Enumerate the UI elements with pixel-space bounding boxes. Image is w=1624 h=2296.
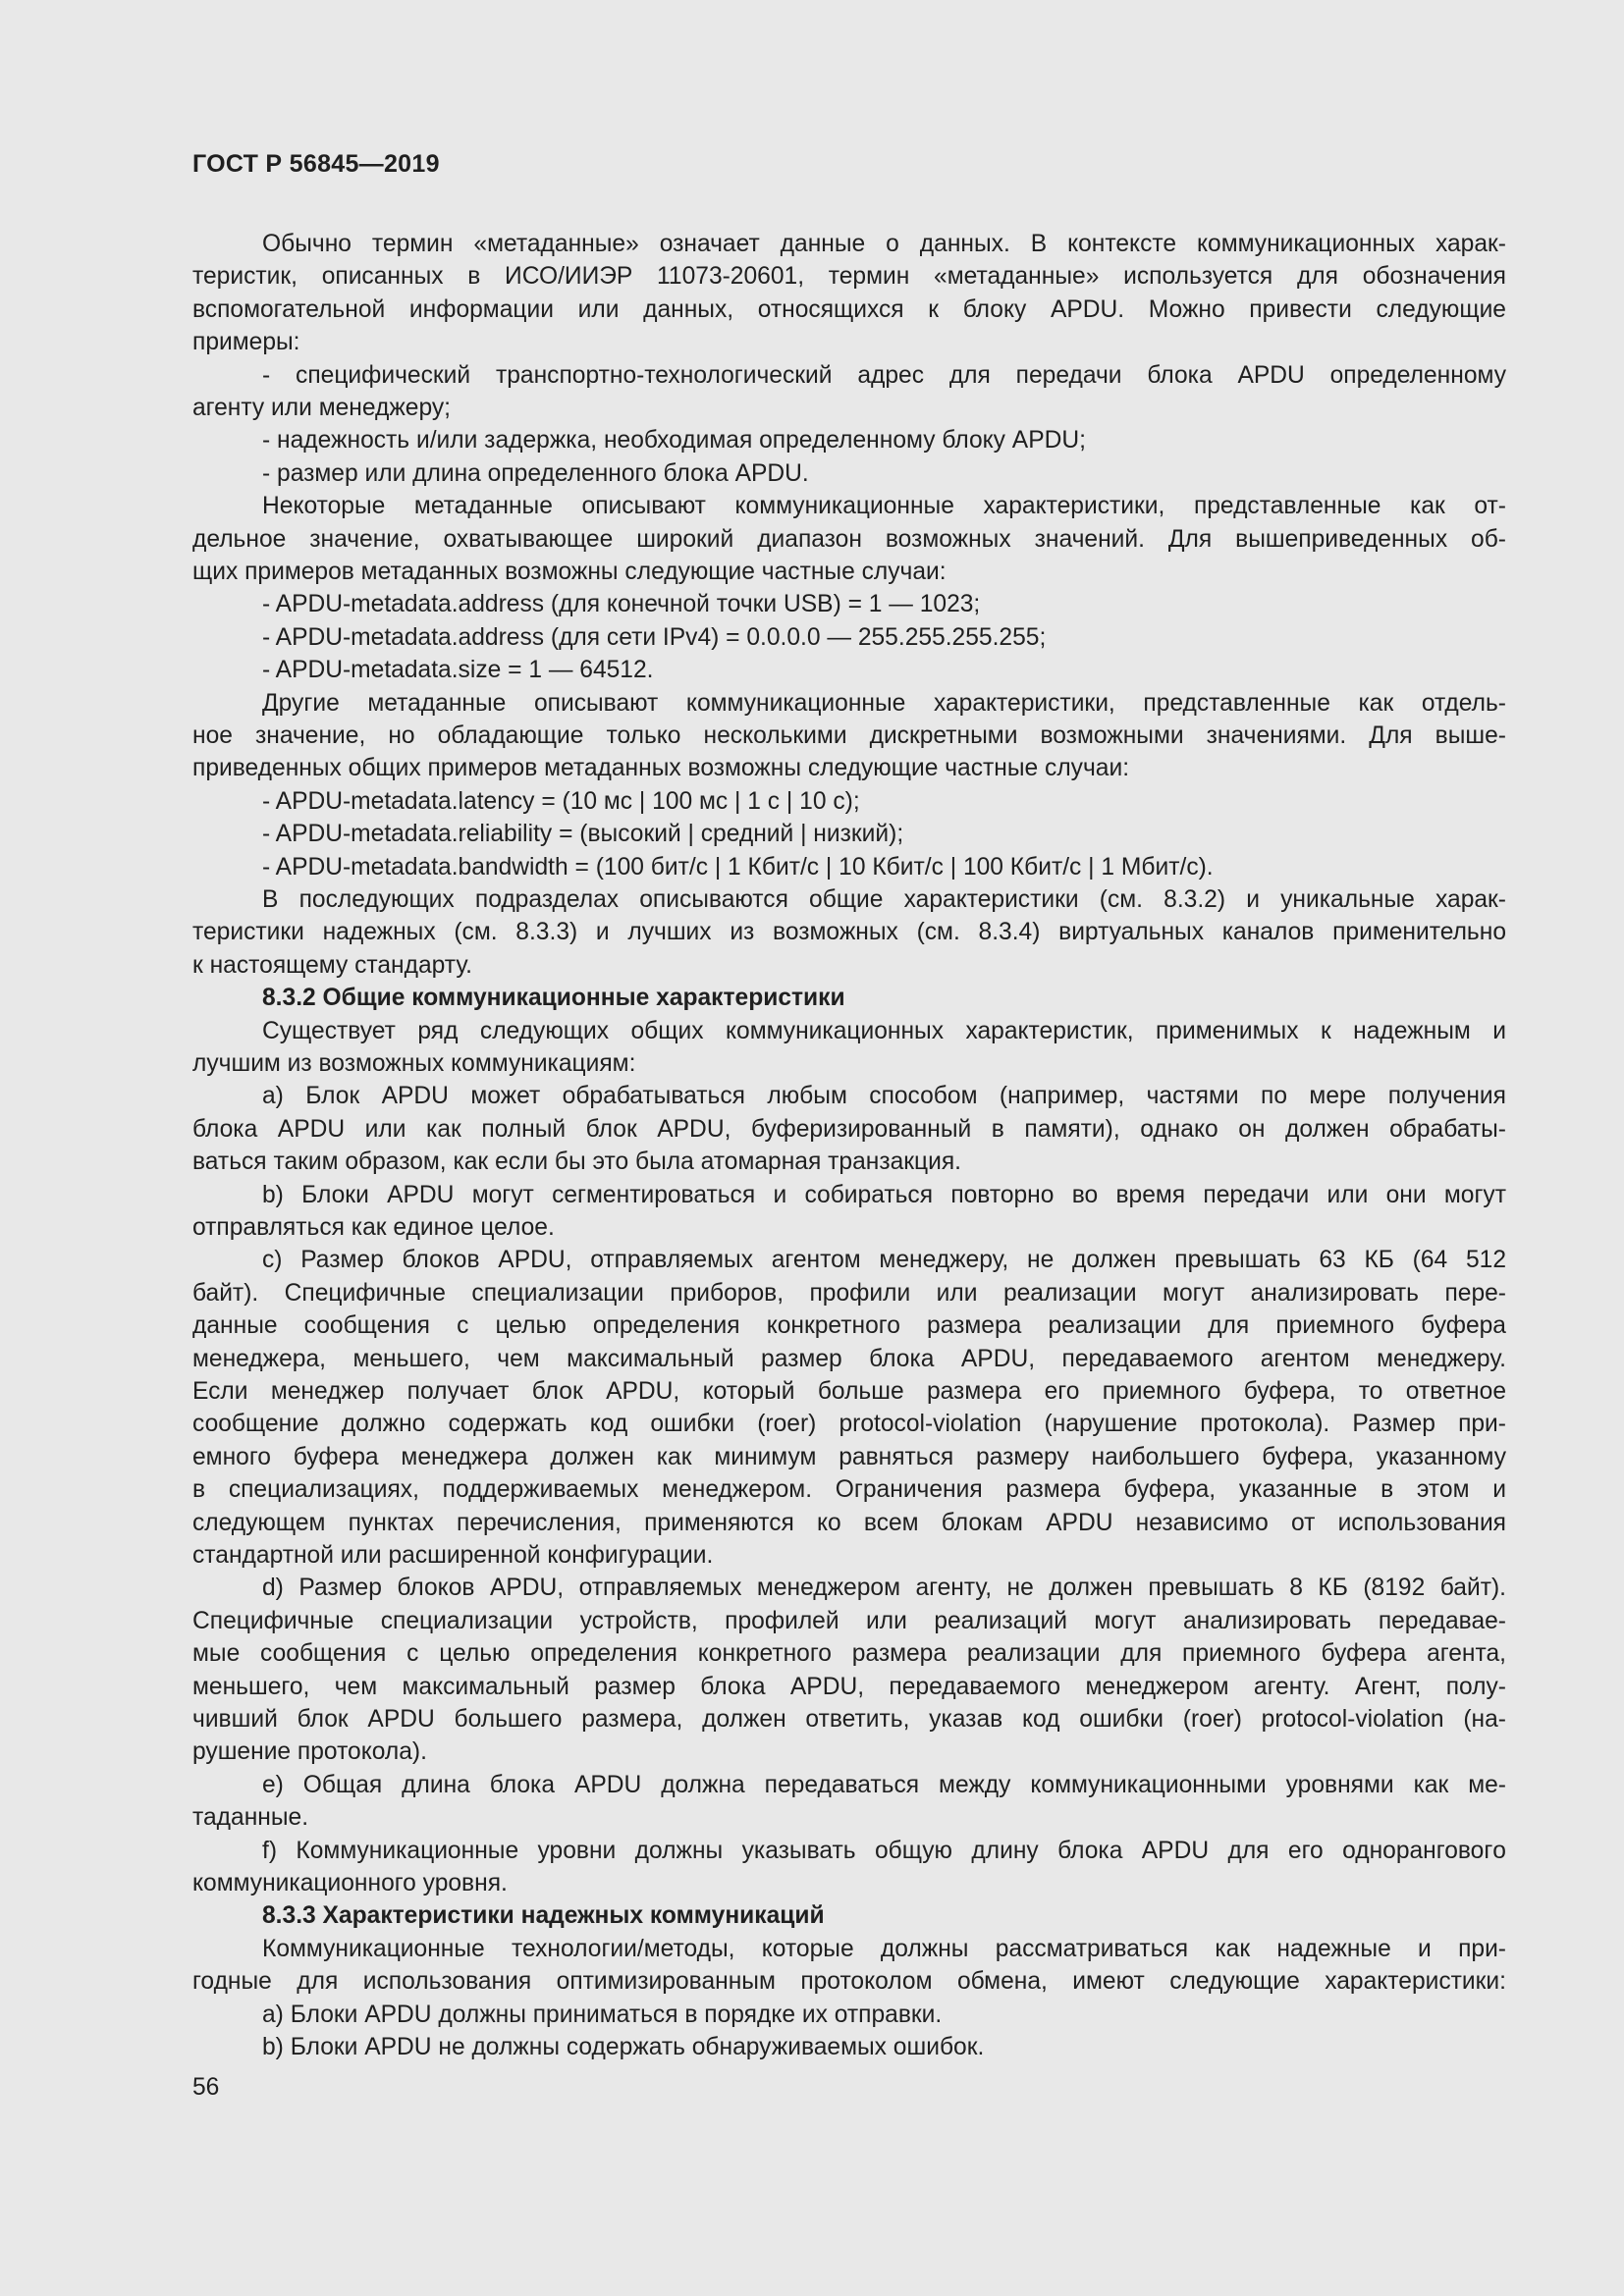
text-line: ное значение, но обладающие только несколькими дискретными возможными значениями. Для выше- — [192, 722, 1506, 749]
text-line: теристики надежных (см. 8.3.3) и лучших из возможных (см. 8.3.4) виртуальных каналов применительно — [192, 919, 1506, 946]
text-line: - APDU-metadata.latency = (10 мс | 100 мс | 1 с | 10 с); — [262, 787, 860, 815]
text-line: вспомогательной информации или данных, относящихся к блоку APDU. Можно привести следующие — [192, 295, 1506, 323]
text-line: данные сообщения с целью определения конкретного размера реализации для приемного буфера — [192, 1312, 1506, 1340]
text-line: таданные. — [192, 1804, 309, 1832]
text-line: примеры: — [192, 329, 300, 356]
text-line: коммуникационного уровня. — [192, 1870, 508, 1896]
text-line: b) Блоки APDU могут сегментироваться и собираться повторно во время передачи или они могут — [262, 1181, 1506, 1208]
text-line: - APDU-metadata.reliability = (высокий | средний | низкий); — [262, 821, 904, 848]
text-line: теристик, описанных в ИСО/ИИЭР 11073-20601, термин «метаданные» используется для обозначения — [192, 263, 1506, 291]
text-line: к настоящему стандарту. — [192, 951, 473, 979]
text-line: c) Размер блоков APDU, отправляемых агентом менеджеру, не должен превышать 63 КБ (64 512 — [262, 1247, 1506, 1274]
text-line: - APDU-metadata.size = 1 — 64512. — [262, 657, 654, 684]
section-heading-line: 8.3.2 Общие коммуникационные характеристики — [262, 985, 845, 1012]
text-line: - APDU-metadata.address (для конечной точки USB) = 1 — 1023; — [262, 591, 981, 618]
text-line: агенту или менеджеру; — [192, 395, 452, 421]
text-line: емного буфера менеджера должен как минимум равняться размеру наибольшего буфера, указанному — [192, 1443, 1506, 1470]
standard-code-header: ГОСТ Р 56845—2019 — [192, 150, 440, 178]
page-number: 56 — [192, 2074, 220, 2101]
text-line: Существует ряд следующих общих коммуникационных характеристик, применимых к надежным и — [262, 1017, 1506, 1044]
text-line: f) Коммуникационные уровни должны указывать общую длину блока APDU для его одноранговогo — [262, 1837, 1506, 1864]
text-line: Некоторые метаданные описывают коммуникационные характеристики, представленные как от- — [262, 493, 1506, 520]
text-line: следующем пунктах перечисления, применяются ко всем блокам APDU независимо от использования — [192, 1509, 1506, 1536]
text-line: - APDU-metadata.bandwidth = (100 бит/с | 1 Кбит/с | 10 Кбит/с | 100 Кбит/с | 1 Мбит/с). — [262, 853, 1214, 881]
text-line: лучшим из возможных коммуникациям: — [192, 1050, 636, 1077]
text-line: Обычно термин «метаданные» означает данные о данных. В контексте коммуникационных харак- — [262, 231, 1506, 257]
text-line: a) Блоки APDU должны приниматься в порядке их отправки. — [262, 2001, 943, 2028]
text-line: щих примеров метаданных возможны следующие частные случаи: — [192, 559, 947, 585]
text-line: стандартной или расширенной конфигурации. — [192, 1542, 714, 1569]
text-line: Если менеджер получает блок APDU, который больше размера его приемного буфера, то ответное — [192, 1378, 1506, 1405]
text-line: d) Размер блоков APDU, отправляемых менеджером агенту, не должен превышать 8 КБ (8192 байт). — [262, 1575, 1506, 1602]
text-line: - специфический транспортно-технологический адрес для передачи блока APDU определенному — [262, 361, 1506, 389]
text-line: годные для использования оптимизированным протоколом обмена, имеют следующие характеристики: — [192, 1968, 1506, 1996]
text-line: - размер или длина определенного блока APDU. — [262, 459, 809, 487]
text-line: байт). Специфичные специализации приборов, профили или реализации могут анализировать пере- — [192, 1279, 1506, 1307]
text-line: b) Блоки APDU не должны содержать обнаруживаемых ошибок. — [262, 2034, 985, 2060]
text-line: приведенных общих примеров метаданных возможны следующие частные случаи: — [192, 755, 1130, 782]
text-line: дельное значение, охватывающее широкий диапазон возможных значений. Для вышеприведенных об- — [192, 525, 1506, 553]
text-line: блока APDU или как полный блок APDU, буферизированный в памяти), однако он должен обрабаты- — [192, 1115, 1506, 1143]
text-line: - надежность и/или задержка, необходимая определенному блоку APDU; — [262, 427, 1086, 454]
text-line: В последующих подразделах описываются общие характеристики (см. 8.3.2) и уникальные харак- — [262, 886, 1506, 913]
text-line: сообщение должно содержать код ошибки (roer) protocol-violation (нарушение протокола). Размер при- — [192, 1411, 1506, 1438]
text-line: в специализациях, поддерживаемых менеджером. Ограничения размера буфера, указанные в этом и — [192, 1476, 1506, 1504]
text-line: Специфичные специализации устройств, профилей или реализаций могут анализировать передавае- — [192, 1607, 1506, 1634]
text-line: - APDU-metadata.address (для сети IPv4) = 0.0.0.0 — 255.255.255.255; — [262, 623, 1047, 651]
text-line: Другие метаданные описывают коммуникационные характеристики, представленные как отдель- — [262, 689, 1506, 717]
text-line: e) Общая длина блока APDU должна передаваться между коммуникационными уровнями как ме- — [262, 1771, 1506, 1798]
text-line: меньшего, чем максимальный размер блока APDU, передаваемого менеджером агенту. Агент, полу- — [192, 1673, 1506, 1700]
text-line: отправляться как единое целое. — [192, 1214, 555, 1241]
text-line: менеджера, меньшего, чем максимальный размер блока APDU, передаваемого агентом менеджеру. — [192, 1345, 1506, 1372]
text-line: ваться таким образом, как если бы это была атомарная транзакция. — [192, 1148, 962, 1176]
text-line: a) Блок APDU может обрабатываться любым способом (например, частями по мере получения — [262, 1083, 1506, 1110]
text-line: чивший блок APDU большего размера, должен ответить, указав код ошибки (roer) protocol-violation (на- — [192, 1706, 1506, 1733]
section-heading-line: 8.3.3 Характеристики надежных коммуникаций — [262, 1902, 825, 1930]
text-line: мые сообщения с целью определения конкретного размера реализации для приемного буфера агента, — [192, 1640, 1506, 1668]
text-line: рушение протокола). — [192, 1738, 427, 1766]
text-line: Коммуникационные технологии/методы, которые должны рассматриваться как надежные и при- — [262, 1935, 1506, 1962]
